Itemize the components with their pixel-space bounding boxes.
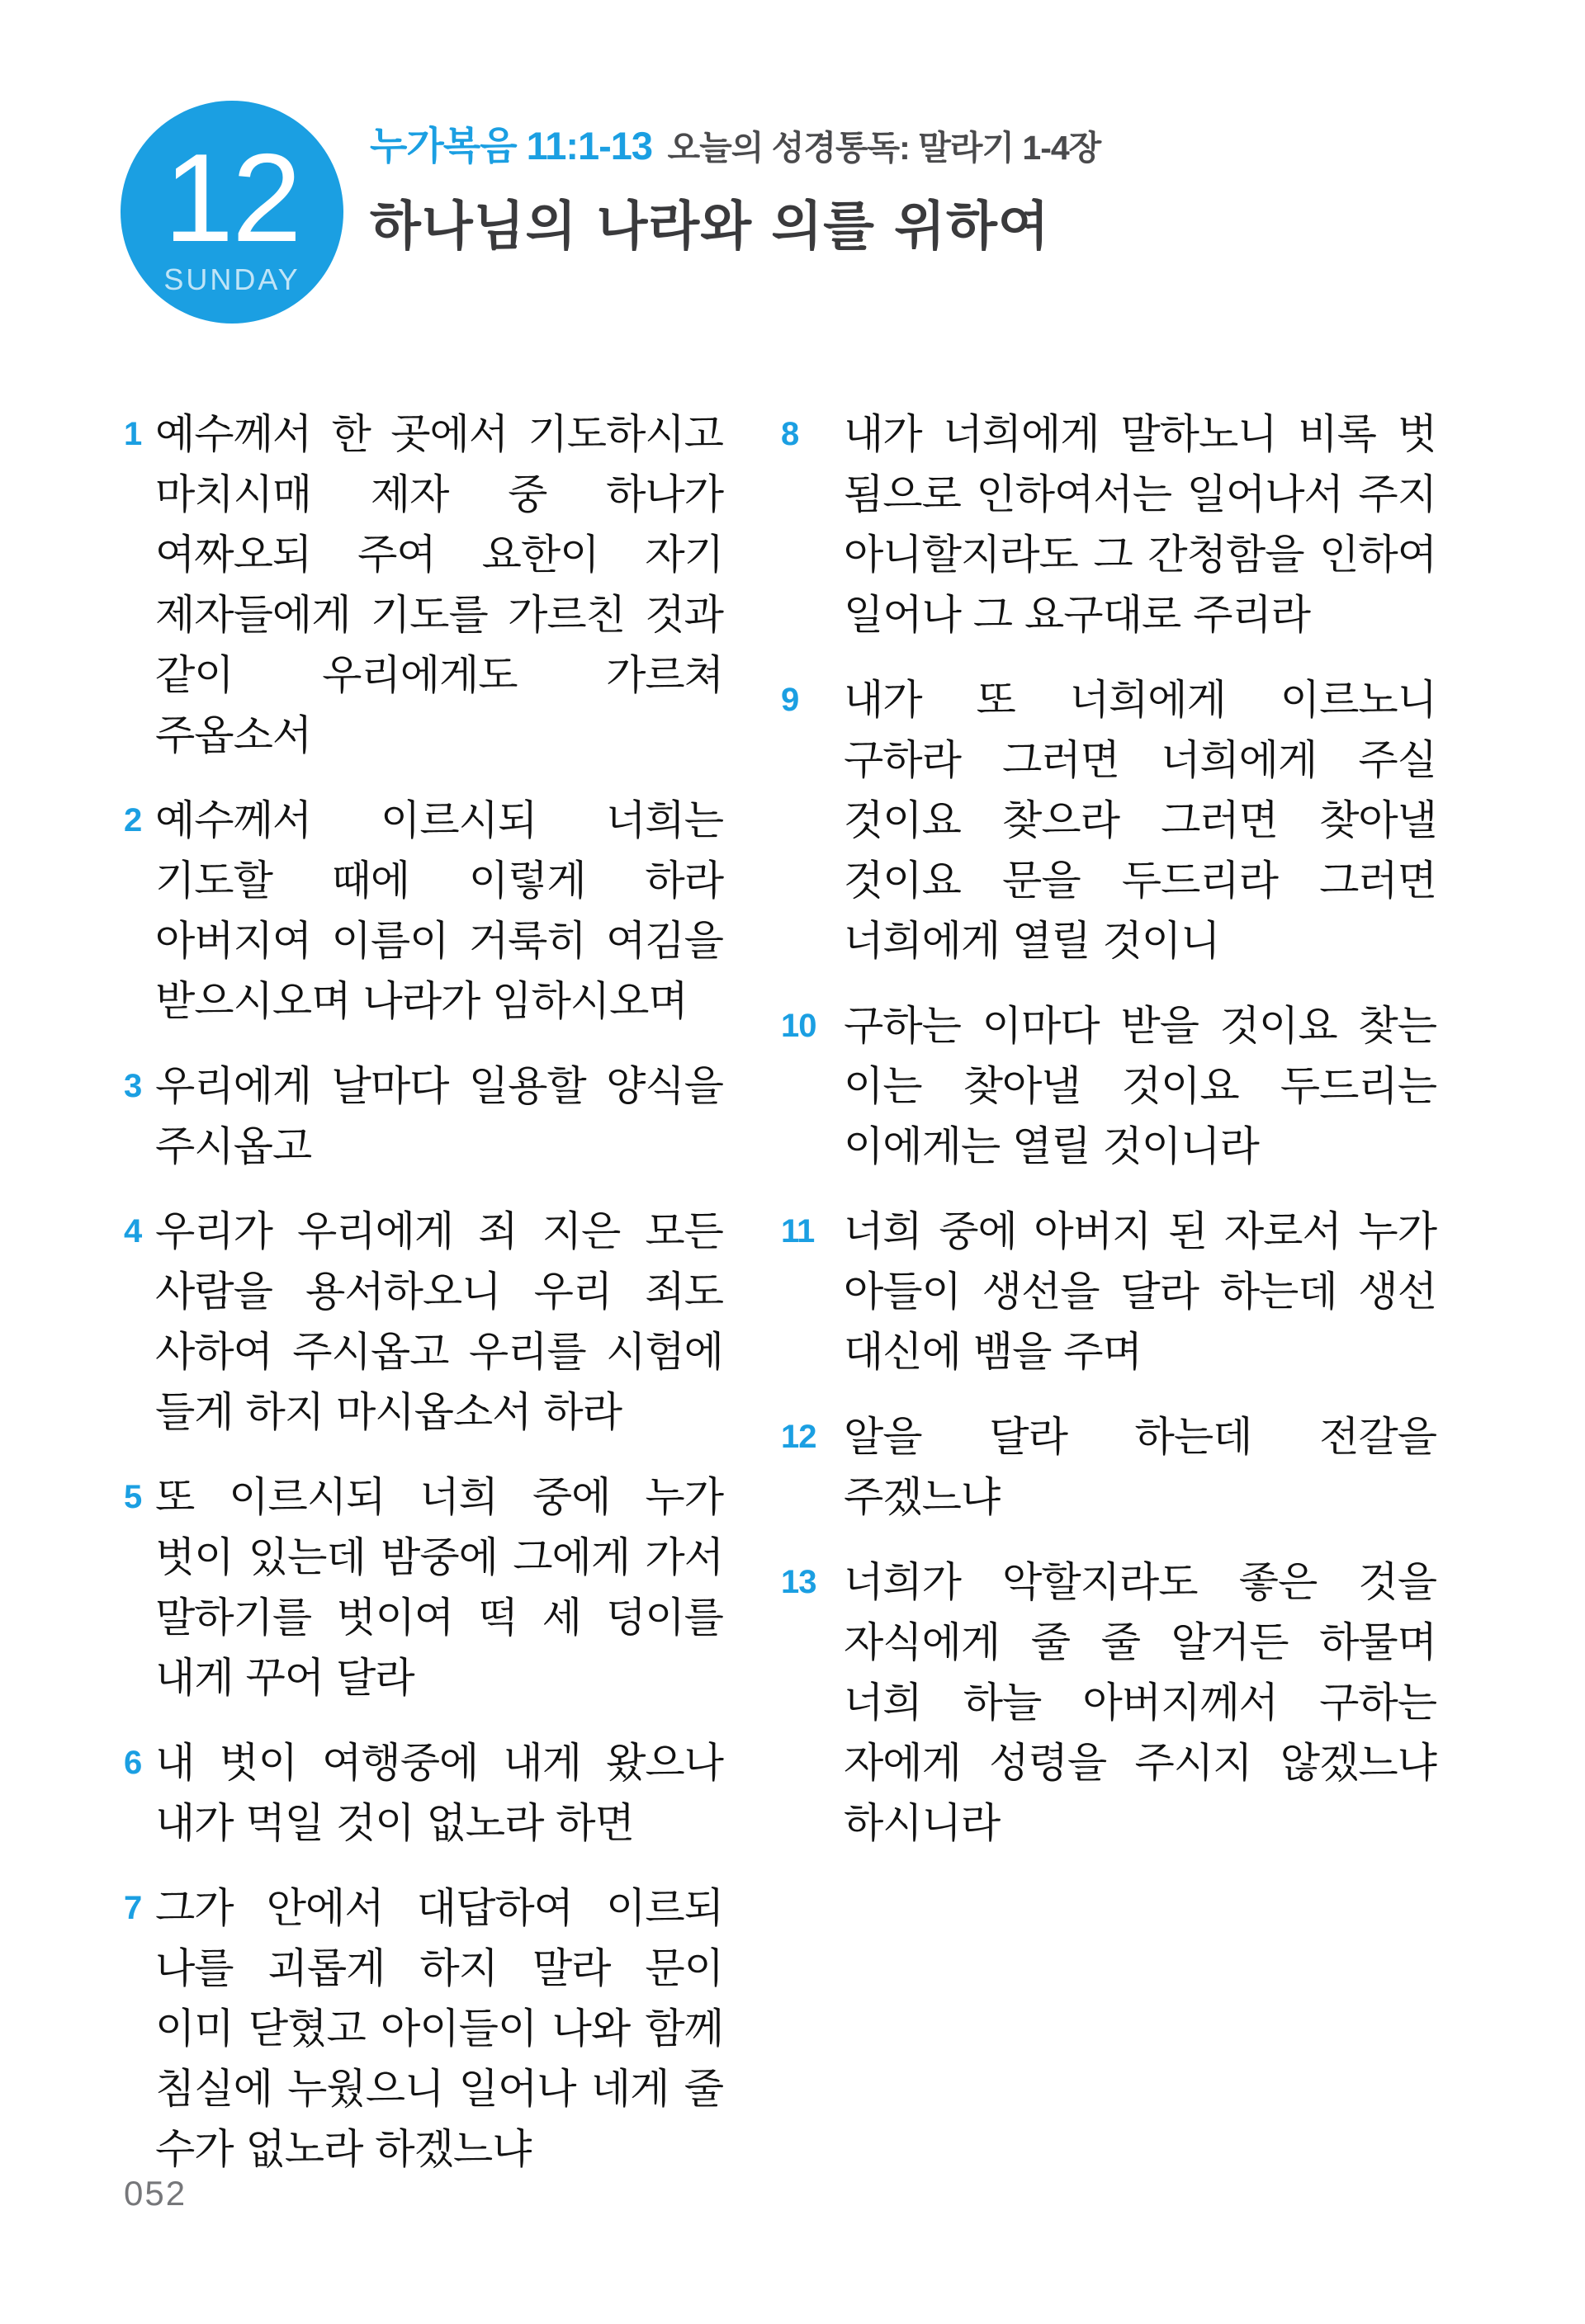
verse-number: 10 xyxy=(781,1008,816,1044)
verse-text: 내가 너희에게 말하노니 비록 벗 됨으로 인하여서는 일어나서 주지 아니할지라도 그 간청함을 인하여 일어나 그 요구대로 주리라 xyxy=(844,410,1436,639)
verse-row xyxy=(781,1202,1436,1382)
verse-row xyxy=(781,1407,1436,1528)
verse-text: 우리에게 날마다 일용할 양식을 주시옵고 xyxy=(155,1062,723,1170)
scripture-reference: 누가복음 11:1-13 xyxy=(370,124,653,168)
day-label: SUNDAY xyxy=(163,262,300,296)
verse-row xyxy=(124,791,723,1032)
verse-text: 예수께서 한 곳에서 기도하시고 마치시매 제자 중 하나가 여짜오되 주여 요한이 자기 제자들에게 기도를 가르친 것과 같이 우리에게도 가르쳐 주옵소서 xyxy=(155,410,723,759)
verse-number: 9 xyxy=(781,682,799,718)
verse-number: 13 xyxy=(781,1564,816,1600)
verse-row xyxy=(781,670,1436,971)
page-title: 하나님의 나라와 의를 위하여 xyxy=(370,196,1050,257)
verse-column-left xyxy=(124,404,723,2204)
verse-row xyxy=(124,1733,723,1854)
verse-row xyxy=(124,1202,723,1443)
verse-text: 또 이르시되 너희 중에 누가 벗이 있는데 밤중에 그에게 가서 말하기를 벗이여 떡 세 덩이를 내게 꾸어 달라 xyxy=(155,1473,723,1702)
verse-number: 4 xyxy=(124,1213,142,1249)
verse-text: 알을 달라 하는데 전갈을 주겠느냐 xyxy=(844,1413,1436,1521)
verse-text: 우리가 우리에게 죄 지은 모든 사람을 용서하오니 우리 죄도 사하여 주시옵고 우리를 시험에 들게 하지 마시옵소서 하라 xyxy=(155,1207,723,1436)
verse-number: 3 xyxy=(124,1068,142,1104)
verse-row xyxy=(124,404,723,766)
verse-row xyxy=(781,996,1436,1177)
verse-number: 2 xyxy=(124,802,142,838)
day-badge xyxy=(121,101,343,324)
verse-row xyxy=(781,404,1436,645)
verse-number: 1 xyxy=(124,416,142,452)
verse-text: 그가 안에서 대답하여 이르되 나를 괴롭게 하지 말라 문이 이미 닫혔고 아이들이 나와 함께 침실에 누웠으니 일어나 네게 줄 수가 없노라 하겠느냐 xyxy=(155,1884,723,2173)
verse-row xyxy=(124,1467,723,1708)
verse-text: 너희 중에 아버지 된 자로서 누가 아들이 생선을 달라 하는데 생선 대신에 뱀을 주며 xyxy=(844,1207,1436,1376)
verse-number: 6 xyxy=(124,1745,142,1781)
verse-row xyxy=(781,1552,1436,1854)
day-number: 12 xyxy=(163,128,300,268)
verse-text: 내가 또 너희에게 이르노니 구하라 그러면 너희에게 주실 것이요 찾으라 그러면 찾아낼 것이요 문을 두드리라 그러면 너희에게 열릴 것이니 xyxy=(844,676,1436,965)
page-number: 052 xyxy=(124,2174,187,2213)
verse-text: 내 벗이 여행중에 내게 왔으나 내가 먹일 것이 없노라 하면 xyxy=(155,1739,723,1847)
reference-line xyxy=(370,116,1100,171)
verse-text: 구하는 이마다 받을 것이요 찾는 이는 찾아낼 것이요 두드리는 이에게는 열릴 것이니라 xyxy=(844,1002,1436,1170)
verse-number: 8 xyxy=(781,416,799,452)
verse-number: 11 xyxy=(781,1213,815,1249)
daily-reading-plan: 오늘의 성경통독: 말라기 1-4장 xyxy=(667,129,1101,167)
verse-number: 12 xyxy=(781,1419,816,1455)
page-header xyxy=(370,116,1100,260)
verse-text: 예수께서 이르시되 너희는 기도할 때에 이렇게 하라 아버지여 이름이 거룩히 여김을 받으시오며 나라가 임하시오며 xyxy=(155,796,723,1025)
verse-column-right xyxy=(781,404,1436,1878)
verse-number: 5 xyxy=(124,1479,142,1515)
verse-row xyxy=(124,1056,723,1177)
verse-number: 7 xyxy=(124,1890,142,1926)
verse-text: 너희가 악할지라도 좋은 것을 자식에게 줄 줄 알거든 하물며 너희 하늘 아버지께서 구하는 자에게 성령을 주시지 않겠느냐 하시니라 xyxy=(844,1558,1436,1847)
verse-row xyxy=(124,1878,723,2180)
